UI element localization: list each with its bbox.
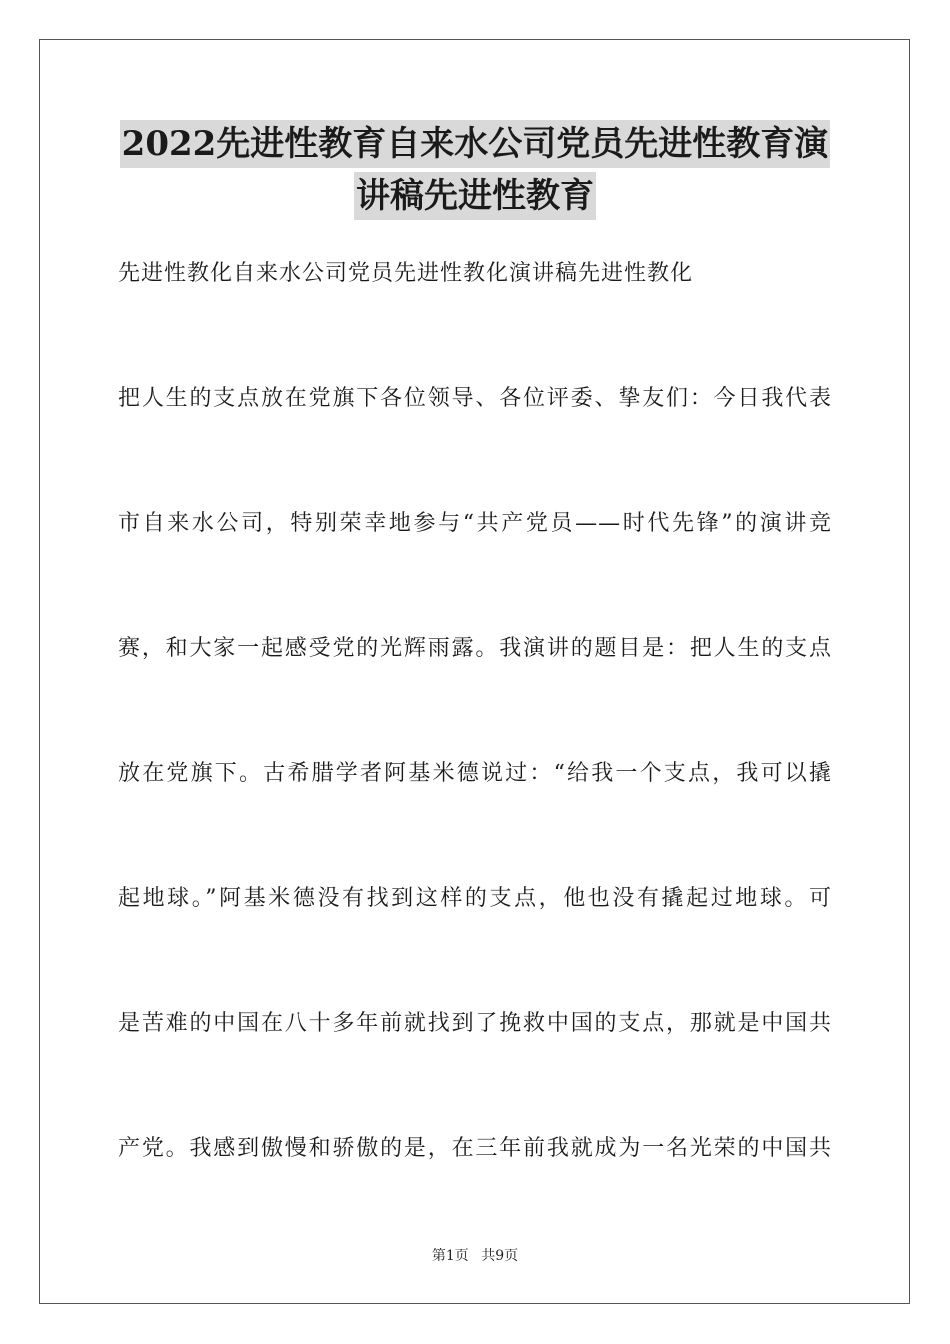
- body-line-6: 起地球。”阿基米德没有找到这样的支点，他也没有撬起过地球。可: [118, 886, 832, 911]
- body-line-2: 把人生的支点放在党旗下各位领导、各位评委、挚友们：今日我代表: [118, 386, 832, 411]
- title-line-2: 讲稿先进性教育: [354, 172, 596, 220]
- body-line-1: 先进性教化自来水公司党员先进性教化演讲稿先进性教化: [118, 261, 694, 286]
- body-line-4: 赛，和大家一起感受党的光辉雨露。我演讲的题目是：把人生的支点: [118, 636, 832, 661]
- page-frame: [39, 39, 910, 1304]
- body-line-3: 市自来水公司，特别荣幸地参与“共产党员——时代先锋”的演讲竞: [118, 511, 832, 536]
- page-number-total: 共9页: [481, 1248, 519, 1264]
- body-line-5: 放在党旗下。古希腊学者阿基米德说过：“给我一个支点，我可以撬: [118, 761, 832, 786]
- title-line-1: 2022先进性教育自来水公司党员先进性教育演: [120, 120, 831, 168]
- body-line-7: 是苦难的中国在八十多年前就找到了挽救中国的支点，那就是中国共: [118, 1011, 832, 1036]
- body-line-8: 产党。我感到傲慢和骄傲的是，在三年前我就成为一名光荣的中国共: [118, 1136, 832, 1161]
- document-title: [80, 120, 870, 224]
- page-footer: [0, 1246, 950, 1266]
- page-number-current: 第1页: [431, 1248, 469, 1264]
